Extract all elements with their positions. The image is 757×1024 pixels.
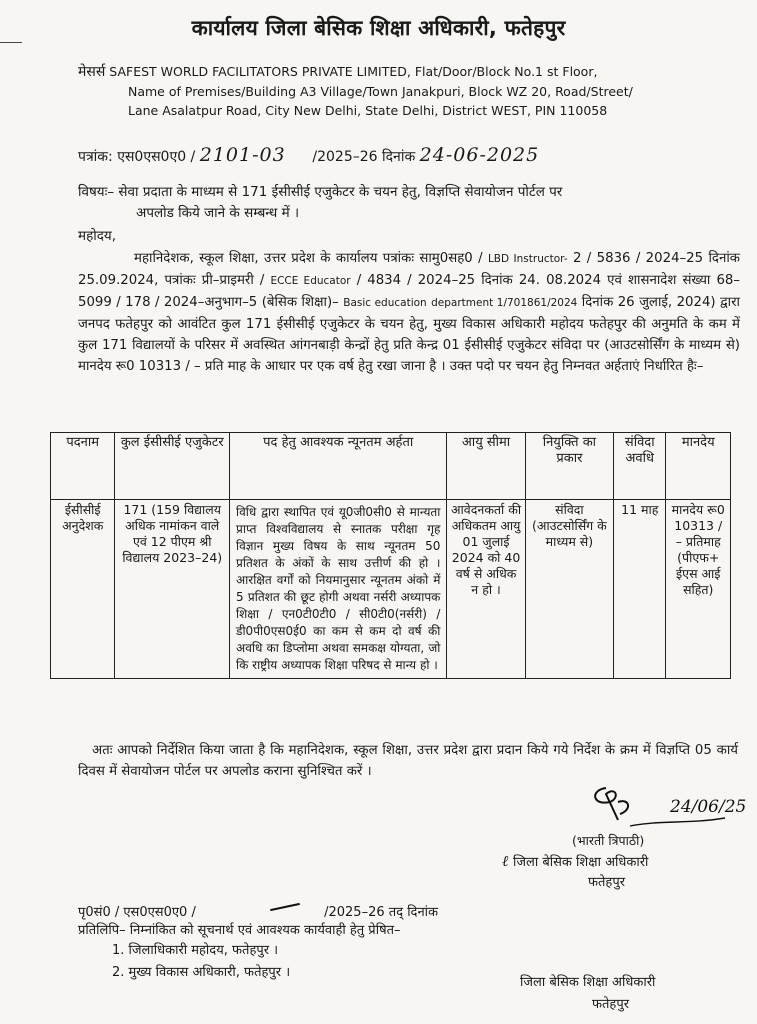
subject-line-1: विषयः– सेवा प्रदाता के माध्यम से 171 ईसीसीई एजुकेटर के चयन हेतु, विज्ञप्ति सेवायोजन पोर्टल पर [78,184,563,200]
initial-mark-icon: ℓ [502,852,514,870]
body-text-4: 08.2024 एवं शासनादेश संख्या 68–5099 / 178 / 2024–अनुभाग–5 (बेसिक शिक्षा)– [78,273,741,310]
closing-paragraph [78,740,738,782]
subject-line-2: अपलोड किये जाने के सम्बन्ध में । [136,205,300,221]
signatory-designation [502,852,648,871]
reference-line [78,144,539,166]
designation-text: जिला बेसिक शिक्षा अधिकारी [513,855,649,870]
endorsement-reference [78,902,438,920]
salutation: महोदय, [78,228,117,244]
cell-post: ईसीसीई अनुदेशक [51,500,115,679]
body-small-2: ECCE Educator [270,275,351,287]
address-line-1: SAFEST WORLD FACILITATORS PRIVATE LIMITED, Flat/Door/Block No.1 st Floor, [109,64,598,79]
header-duration: संविदा अवधि [614,433,666,500]
qualification-table [50,432,731,679]
list-item: 1. जिलाधिकारी महोदय, फतेहपुर । [112,943,279,958]
signatory-name: (भारती त्रिपाठी) [572,833,645,848]
subject [78,182,728,224]
body-small-1: LBD Instructor- [487,253,568,265]
reference-prefix: पत्रांक: एस0एस0ए0 / [78,149,196,165]
endorsement-city: फतेहपुर [592,997,630,1012]
endorsement-designation: जिला बेसिक शिक्षा अधिकारी [520,975,656,990]
handwritten-signature [520,780,750,840]
cell-total: 171 (159 विद्यालय अधिक नामांकन वाले एवं 12 पीएम श्री विद्यालय 2023–24) [115,500,230,679]
body-text-3: / 4834 / 2024–25 दिनांक 24. [356,273,540,288]
closing-text: अतः आपको निर्देशित किया जाता है कि महानिदेशक, स्कूल शिक्षा, उत्तर प्रदेश द्वारा प्रदान किये गये निर्देश के क्रम में विज्ञप्ति 05 कार्य दिवस में सेवायोजन पोर्टल पर अपलोड कराना सुनिश्चित करें । [78,743,738,779]
copy-list [112,940,290,984]
margin-mark [0,42,22,43]
cell-age: आवेदनकर्ता की अधिकतम आयु 01 जुलाई 2024 को 40 वर्ष से अधिक न हो । [447,500,525,679]
endorsement-ref-year: /2025–26 तद् दिनांक [324,905,439,920]
body-small-3: Basic education [343,297,427,309]
body-paragraph [78,248,740,377]
body-text-1: महानिदेशक, स्कूल शिक्षा, उत्तर प्रदेश के कार्यालय पत्रांकः सामु0सह0 / [134,251,483,266]
handwritten-letter-number: 2101-03 [199,144,286,166]
handwritten-letter-date: 24-06-2025 [419,144,540,166]
body-text-5: दिनांक 26 जुलाई, 2024) द्वारा जनपद फतेहपुर को आवंटित कुल 171 ईसीसीई एजुकेटर के चयन हेतु, मुख्य विकास अधिकारी महोदय फतेहपुर की अनुमति के कम में कुल 171 विद्यालयों के परिसर में अवस्थित आंगनबाड़ी केन्द्रों हेतु प्रति केन्द्र 01 ईसीसीई एजुकेटर संविदा पर (आउटसोर्सिंग के माध्यम से) मानदेय रू0 10313 / – प्रति माह के आधार पर एक वर्ष हेतु रखा जाना है । उक्त पदो पर चयन हेतु निम्नवत अर्हताएं निर्धारित हैः– [78,295,740,374]
body-small-4: department 1/701861/2024 [431,297,578,309]
office-title: कार्यालय जिला बेसिक शिक्षा अधिकारी, फतेहपुर [191,16,566,40]
copy-intro: प्रतिलिपि– निम्नांकित को सूचनार्थ एवं आवश्यक कार्यवाही हेतु प्रेषित– [78,923,401,938]
cell-honorarium: मानदेय रू0 10313 / – प्रतिमाह (पीएफ+ ईएस आई सहित) [666,500,731,679]
header-total: कुल ईसीसीई एजुकेटर [115,433,230,500]
header-post: पदनाम [51,433,115,500]
cell-appointment: संविदा (आउटसोर्सिंग के माध्यम से) [525,500,613,679]
address-line-2: Name of Premises/Building A3 Village/Town Janakpuri, Block WZ 20, Road/Street/ [128,84,633,99]
cell-duration: 11 माह [614,500,666,679]
recipient-address [78,62,738,120]
address-label: मेसर्स [78,64,106,80]
signature-handwritten-date: 24/06/25 [670,797,747,817]
header-appointment: नियुक्ति का प्रकार [525,433,613,500]
endorsement-ref-prefix: पृ0सं0 / एस0एस0ए0 / [78,905,196,920]
table-header-row [51,433,731,500]
table-row [51,500,731,679]
header-age: आयु सीमा [447,433,525,500]
header-honorarium: मानदेय [666,433,731,500]
header-qualification: पद हेतु आवश्यक न्यूनतम अर्हता [230,433,447,500]
list-item: 2. मुख्य विकास अधिकारी, फतेहपुर । [112,965,291,980]
reference-year: /2025–26 दिनांक [312,149,416,165]
address-line-3: Lane Asalatpur Road, City New Delhi, State Delhi, District WEST, PIN 110058 [128,103,608,118]
body-text-2: 2 / 5836 / 2024–25 दिनांक 25.09.2024, पत्रांकः प्री–प्राइमरी / [78,251,740,288]
signatory-city: फतेहपुर [588,875,626,890]
cell-qualification: विधि द्वारा स्थापित एवं यू0जी0सी0 से मान्यता प्राप्त विश्वविद्यालय से स्नातक परीक्षा गृह विज्ञान मुख्य विषय के साथ न्यूनतम 50 प्रतिशत के अंकों के साथ उत्तीर्ण की हो । आरक्षित वर्गों को नियमानुसार न्यूनतम अंको में 5 प्रतिशत की छूट होगी अथवा नर्सरी अध्यापक शिक्षा / एन0टी0टी0 / सी0टी0(नर्सरी) / डी0पी0एस0ई0 का कम से कम दो वर्ष की अवधि का डिप्लोमा अथवा समकक्ष योग्यता, जो कि राष्ट्रीय अध्यापक शिक्षा परिषद से मान्य हो । [230,500,447,679]
